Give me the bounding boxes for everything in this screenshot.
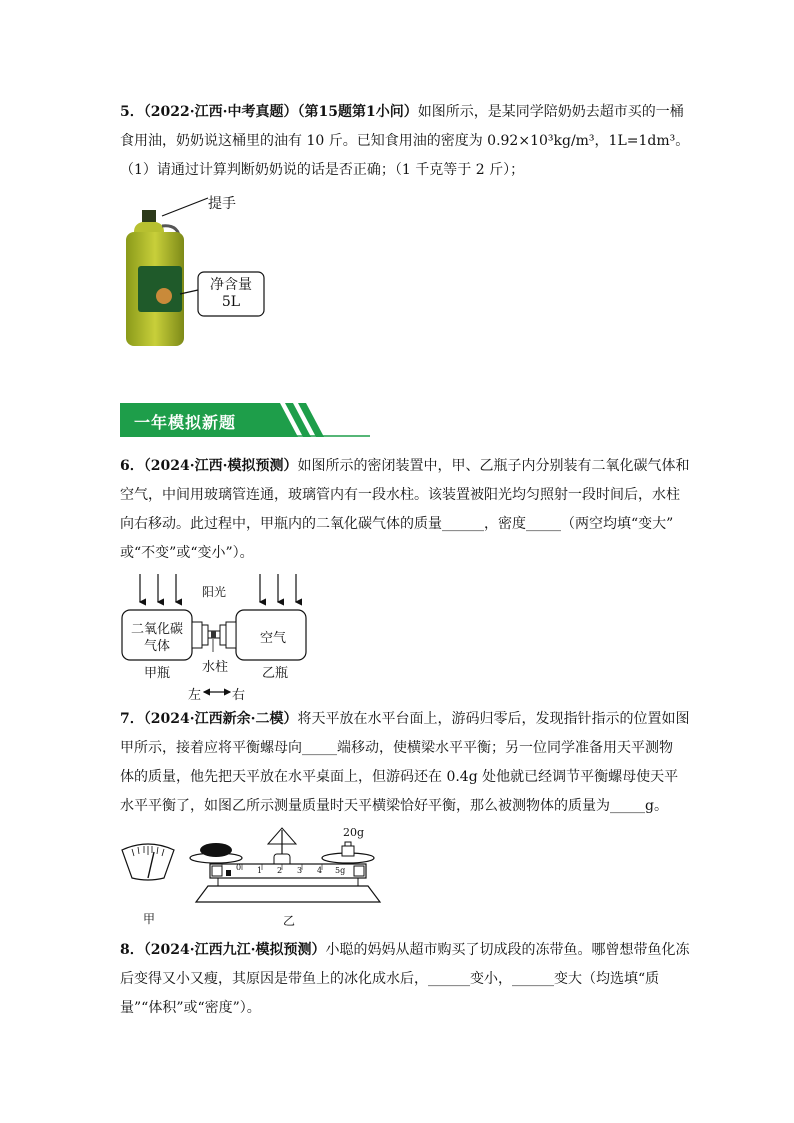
scale-2: 2 xyxy=(277,866,283,875)
bottle-neck xyxy=(134,222,164,232)
question-5 xyxy=(120,98,690,185)
q6-line-1 xyxy=(120,452,690,481)
fig-air-label: 空气 xyxy=(260,631,287,646)
q8-number: 8． xyxy=(120,942,144,958)
q5-text-1: 如图所示，是某同学陪奶奶去超市买的一桶 xyxy=(417,104,684,120)
q8-source: （2024·江西九江·模拟预测） xyxy=(143,942,326,958)
q6-line-4: 或“不变”或“变小”）。 xyxy=(120,545,254,561)
fig-sunlight-label: 阳光 xyxy=(202,585,227,599)
q7-text-1: 将天平放在水平台面上，游码归零后，发现指针指示的位置如图 xyxy=(297,711,690,727)
question-7 xyxy=(120,705,690,821)
fig-yi-bottle-label: 乙瓶 xyxy=(262,666,289,681)
bottle-label-fruit xyxy=(156,288,172,304)
balance-figure xyxy=(118,826,390,916)
q6-number: 6． xyxy=(120,458,144,474)
fig-right-label: 右 xyxy=(232,688,246,703)
handle-pointer-line xyxy=(162,198,208,216)
balance-base xyxy=(196,886,380,902)
scale-3: 3 xyxy=(297,866,303,875)
fig-water-label: 水柱 xyxy=(202,660,229,675)
fig-volume-label xyxy=(198,277,264,311)
section-title: 一年模拟新题 xyxy=(134,413,237,432)
q6-text-1: 如图所示的密闭装置中，甲、乙瓶子内分别装有二氧化碳气体和 xyxy=(297,458,690,474)
fig-co2-line-2: 气体 xyxy=(143,639,170,654)
fig-weight-label: 20g xyxy=(343,826,365,839)
fig-volume-line-1: 净含量 xyxy=(210,277,252,293)
weight-20g xyxy=(342,846,354,856)
q8-line-2: 后变得又小又瘦，其原因是带鱼上的冰化成水后，______变小，______变大（均选填“质 xyxy=(120,971,660,987)
oil-bottle-figure xyxy=(120,192,280,352)
q7-line-1 xyxy=(120,705,690,734)
q8-line-3: 量”“体积”或“密度”）。 xyxy=(120,1000,261,1016)
fig-co2-label xyxy=(122,621,192,655)
fig-jia-bottle-label: 甲瓶 xyxy=(144,666,171,681)
q7-number: 7． xyxy=(120,711,144,727)
q8-text-1: 小聪的妈妈从超市购买了切成段的冻带鱼。哪曾想带鱼化冻 xyxy=(325,942,690,958)
fig-left-label: 左 xyxy=(188,688,202,703)
q5-number: 5． xyxy=(120,104,144,120)
fig-handle-label: 提手 xyxy=(208,196,236,212)
scale-4: 4 xyxy=(317,866,323,875)
q7-line-2: 甲所示，接着应将平衡螺母向_____端移动，使横梁水平平衡；另一位同学准备用天平测物 xyxy=(120,740,673,756)
q5-line-3: （1）请通过计算判断奶奶说的话是否正确；（1 千克等于 2 斤）； xyxy=(120,162,525,178)
measured-object xyxy=(200,843,232,857)
q5-line-1 xyxy=(120,98,684,127)
rider xyxy=(226,870,231,876)
scale-5g: 5g xyxy=(335,866,346,875)
q8-line-1 xyxy=(120,936,690,965)
question-8 xyxy=(120,936,690,1023)
q5-source: （2022·江西·中考真题） xyxy=(143,104,298,120)
bottle-cap xyxy=(142,210,156,224)
water-column xyxy=(211,631,216,638)
q5-note: （第15题第1小问） xyxy=(297,104,418,120)
q6-line-2: 空气，中间用玻璃管连通，玻璃管内有一段水柱。该装置被阳光均匀照射一段时间后，水柱 xyxy=(120,487,680,503)
pointer-dial-jia xyxy=(122,844,174,880)
q7-source: （2024·江西新余·二模） xyxy=(143,711,298,727)
fig-co2-line-1: 二氧化碳 xyxy=(130,622,183,637)
q7-line-4: 水平平衡了，如图乙所示测量质量时天平横梁恰好平衡，那么被测物体的质量为_____g。 xyxy=(120,798,668,814)
q7-line-3: 体的质量，他先把天平放在水平桌面上，但游码还在 0.4g 处他就已经调节平衡螺母使天平 xyxy=(120,769,679,785)
q5-line-2: 食用油，奶奶说这桶里的油有 10 斤。已知食用油的密度为 0.92×10³kg/m³，1L=1dm³。 xyxy=(120,133,690,149)
fig-jia-label: 甲 xyxy=(143,912,156,926)
fig-volume-line-2: 5L xyxy=(221,294,241,310)
scale-0: 0 xyxy=(236,863,242,872)
fig-yi-label: 乙 xyxy=(283,914,296,928)
q6-line-3: 向右移动。此过程中，甲瓶内的二氧化碳气体的质量______，密度_____（两空均填“变大” xyxy=(120,516,674,532)
scale-1: 1 xyxy=(257,866,263,875)
question-6 xyxy=(120,452,690,568)
bottle-label xyxy=(138,266,182,312)
balance-yi xyxy=(190,828,380,902)
q6-source: （2024·江西·模拟预测） xyxy=(143,458,298,474)
